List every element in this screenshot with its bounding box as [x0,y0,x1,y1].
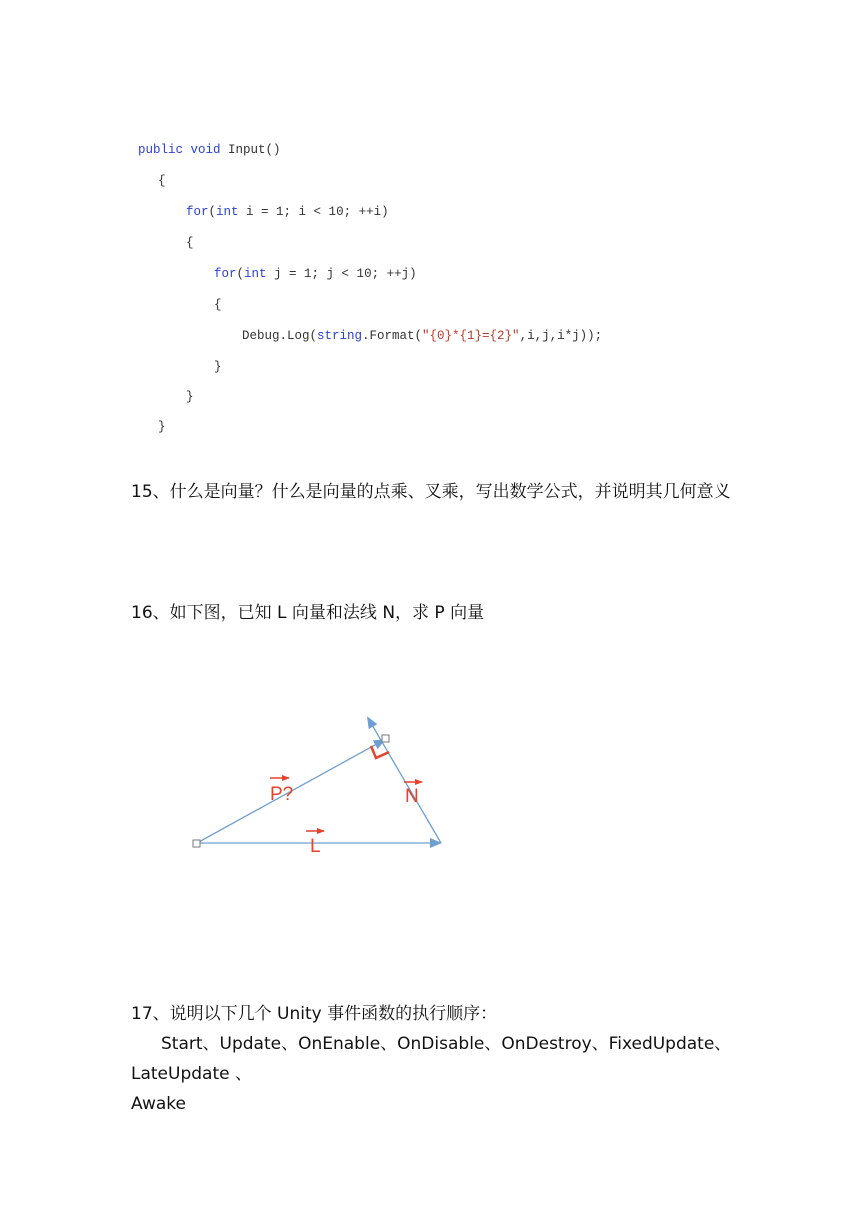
end-handle [382,735,389,742]
code-line-7: Debug.Log(string.Format("{0}*{1}={2}",i,j,i*j)); [242,329,603,343]
start-handle [193,840,200,847]
question-15: 15、什么是向量？什么是向量的点乘、叉乘，写出数学公式，并说明其几何意义 [131,482,731,502]
code-line-10: } [158,420,166,434]
code-line-6: { [214,298,222,312]
vector-n-line [368,718,441,843]
code-line-3: for(int i = 1; i < 10; ++i) [186,205,389,219]
label-n: N [405,786,419,807]
question-17 [131,999,751,1119]
code-line-1: public void Input() [138,143,281,157]
right-angle-marker [371,746,389,758]
question-17-functions: Start、Update、OnEnable、OnDisable、OnDestroy、FixedUpdate、LateUpdate 、 [131,1034,732,1084]
label-p: P? [270,784,294,805]
code-line-5: for(int j = 1; j < 10; ++j) [214,267,417,281]
question-16: 16、如下图，已知 L 向量和法线 N，求 P 向量 [131,603,485,623]
code-line-4: { [186,236,194,250]
code-line-2: { [158,174,166,188]
label-l: L [310,836,321,857]
question-17-functions-cont: Awake [131,1094,186,1114]
code-line-8: } [214,360,222,374]
question-17-title: 17、说明以下几个 Unity 事件函数的执行顺序： [131,1004,498,1024]
code-line-9: } [186,390,194,404]
